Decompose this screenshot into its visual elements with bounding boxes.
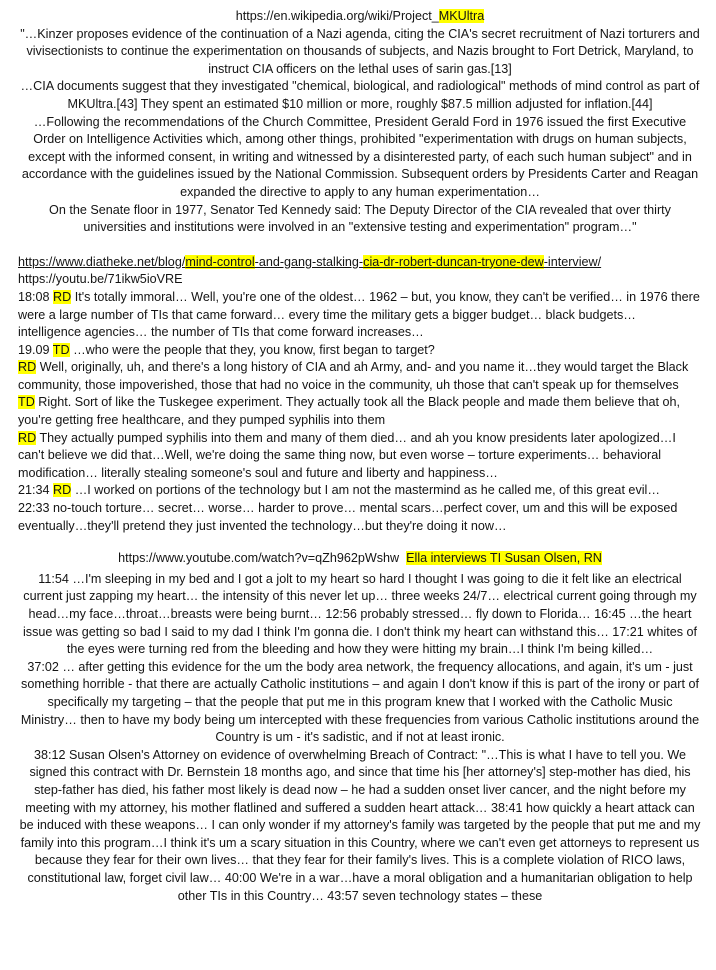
link-part: -and-gang-stalking- xyxy=(254,254,364,269)
spacer xyxy=(18,237,702,254)
timestamp: 18:08 xyxy=(18,289,50,304)
cia-documents-paragraph: …CIA documents suggest that they investigated "chemical, biological, and radiological" methods of mind control as part of MKUltra.[43] They spent an estimated $10 million or more, roughly $87.5 million adjusted for inflation.[44] xyxy=(20,79,700,111)
transcript-text: They actually pumped syphilis into them and many of them died… and ah you know presidents later apologized…I can't believe we did that…Well, we're doing the same thing now, but even worse – torture experiments… behavioral modification… literally stealing someone's soul and future and liberty and happiness… xyxy=(18,430,676,480)
transcript-line xyxy=(18,394,702,429)
olsen-paragraph-1: 11:54 …I'm sleeping in my bed and I got a jolt to my heart so hard I thought I was going to die it felt like an electrical current just zapping my heart… the intensity of this never let up… three weeks 24/7… electrical current going through my head…my face…throat…breasts were being burnt… 12:56 probably stressed… fly down to Florida… 16:45 …the heart issue was getting so bad I said to my dad I think I'm gonna die. I don't think my heart can withstand this… 17:21 whites of the eyes were turning red from the bleeding and how they were hitting my brain…I think I'm being killed… xyxy=(22,571,698,657)
transcript-line xyxy=(18,430,702,483)
transcript-line xyxy=(18,289,702,342)
link-highlight-name: cia-dr-robert-duncan-tryone-dew xyxy=(363,254,544,269)
transcript-text: Well, originally, uh, and there's a long history of CIA and ah Army, and- and you name it…they would target the Black community, those impoverished, those that had no voice in the community, uh those that can't speak up for themselves xyxy=(18,360,689,392)
transcript-line xyxy=(18,359,702,394)
transcript-text: Right. Sort of like the Tuskegee experiment. They actually took all the Black people and made them believe that oh, you're getting free healthcare, and they pumped syphilis into them xyxy=(18,395,681,428)
youtube-url[interactable]: https://www.youtube.com/watch?v=qZh962pWshw xyxy=(118,551,400,566)
olsen-paragraph-3: 38:12 Susan Olsen's Attorney on evidence of overwhelming Breach of Contract: "…This is what I have to tell you. We signed this contract with Dr. Bernstein 18 months ago, and since that time his [her attorney's] step-mother has died, his step-father has died, his father most likely is dead now – he had a sudden onset liver cancer, and the night before my meeting with my attorney, his mother flatlined and suffered a sudden heart attack… 38:41 how quickly a heart attack can be induced with these weapons… I can only wonder if my attorney's family was targeted by the people that put me and my family into this program…I think it's um a scary situation in this Country, where we can't even get attorneys to represent us because they fear for their own lives… that they fear for their family's lives. This is a complete violation of RICO laws, constitutional law, forget civil law… 40:00 We're in a war…have a moral obligation and a humanitarian obligation to help other TIs in this Country… 43:57 seven technology states – these xyxy=(19,747,701,903)
diatheke-url[interactable] xyxy=(18,255,601,269)
transcript-text: …I worked on portions of the technology but I am not the mastermind as he called me, of this great evil… xyxy=(71,483,660,498)
url-highlight-mkultra: MKUltra xyxy=(438,9,485,23)
wikipedia-url[interactable] xyxy=(18,8,702,26)
speaker-tag-td: TD xyxy=(18,395,35,410)
timestamp: 19.09 xyxy=(18,342,50,357)
timestamp: 21:34 xyxy=(18,483,50,498)
link-part: -interview/ xyxy=(543,254,602,269)
kinzer-paragraph: "…Kinzer proposes evidence of the continuation of a Nazi agenda, citing the CIA's secret recruitment of Nazi torturers and vivisectionists to continue the experimentation on thousands of subjects, and Nazis brought to Fort Detrick, Maryland, to instruct CIA officers on the lethal uses of sarin gas.[13] xyxy=(20,26,700,76)
spacer xyxy=(18,535,702,550)
youtu-link[interactable]: https://youtu.be/71ikw5ioVRE xyxy=(18,272,183,287)
speaker-tag-rd: RD xyxy=(53,483,72,498)
senate-floor-paragraph: On the Senate floor in 1977, Senator Ted Kennedy said: The Deputy Director of the CIA revealed that over thirty universities and institutions were involved in an "extensive testing and experimentation" program…" xyxy=(49,202,671,235)
transcript-text: …who were the people that they, you know, first began to target? xyxy=(69,342,435,357)
link-highlight-mind-control: mind-control xyxy=(185,254,255,269)
transcript-line xyxy=(18,342,702,360)
link-part: https://www.diatheke.net/blog/ xyxy=(18,254,186,269)
speaker-tag-rd: RD xyxy=(53,289,72,304)
olsen-paragraph-2: 37:02 … after getting this evidence for the um the body area network, the frequency allocations, and again, it's um - just something horrible - that there are actually Catholic institutions – and again I don't know if this is part of the irony or part of specifically my targeting – that the people that put me in this program knew that I worked with the Catholic Music Ministry… then to have my body being um intercepted with these frequencies from various Catholic institutions around the Country is um - it's sadistic, and if not at least ironic. xyxy=(20,659,700,745)
interview-title: Ella interviews TI Susan Olsen, RN xyxy=(406,551,602,566)
transcript-line xyxy=(18,482,702,500)
youtube-header xyxy=(18,550,702,568)
speaker-tag-rd: RD xyxy=(18,430,37,445)
speaker-tag-rd: RD xyxy=(18,360,37,375)
url-prefix: https://en.wikipedia.org/wiki/Project_ xyxy=(235,9,439,23)
church-committee-paragraph: …Following the recommendations of the Church Committee, President Gerald Ford in 1976 issued the first Executive Order on Intelligence Activities which, among other things, prohibited "experimentation with drugs on human subjects, except with the informed consent, in writing and witnessed by a disinterested party, of each such human subject" and in accordance with the guidelines issued by the National Commission. Subsequent orders by Presidents Carter and Reagan expanded the directive to apply to any human experimentation… xyxy=(21,114,699,199)
transcript-line: 22:33 no-touch torture… secret… worse… harder to prove… mental scars…perfect cover, um and this will be exposed eventually…they'll pretend they just invented the technology…but they're doing it now… xyxy=(18,501,678,533)
transcript-text: It's totally immoral… Well, you're one of the oldest… 1962 – but, you know, they can't be verified… in 1976 there were a large number of TIs that came forward… every time the military gets a bigger budget… black budgets… intelligence agencies… the number of TIs that come forward increases… xyxy=(18,289,700,340)
speaker-tag-td: TD xyxy=(52,342,70,357)
diatheke-link[interactable] xyxy=(18,254,702,272)
